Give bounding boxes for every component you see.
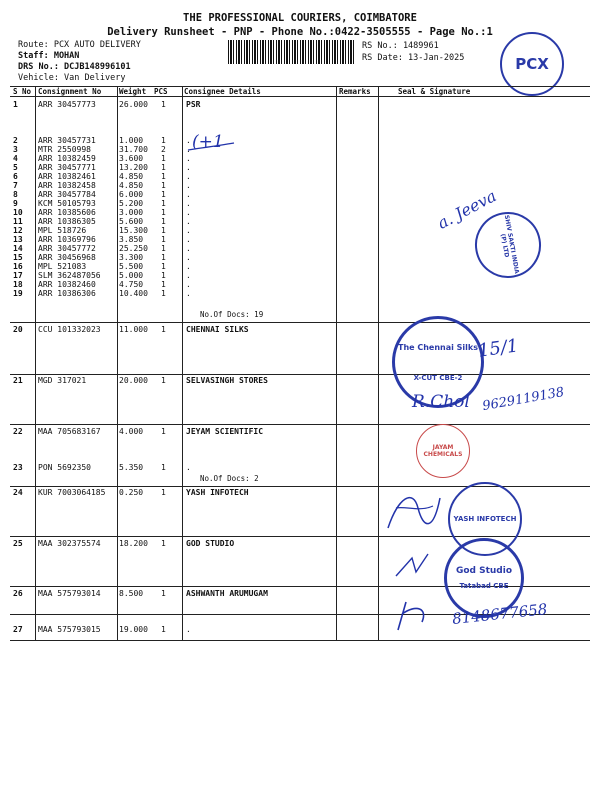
cell-consignee: . <box>186 163 191 172</box>
cell-consignee: JEYAM SCIENTIFIC <box>186 427 264 436</box>
cell-pcs: 1 <box>161 136 166 145</box>
cell-sno: 11 <box>13 217 23 226</box>
cell-pcs: 1 <box>161 217 166 226</box>
cell-weight: 5.500 <box>119 262 144 271</box>
col-header-seal: Seal & Signature <box>398 87 471 96</box>
signature-5 <box>392 548 432 582</box>
signature-3: R.Chol <box>412 392 470 412</box>
cell-weight: 0.250 <box>119 488 144 497</box>
cell-sno: 14 <box>13 244 23 253</box>
cell-pcs: 1 <box>161 289 166 298</box>
cell-sno: 26 <box>13 589 23 598</box>
cell-consignment-no: ARR 30457731 <box>38 136 96 145</box>
cell-consignee: . <box>186 190 191 199</box>
cell-consignee: . <box>186 625 191 634</box>
cell-pcs: 1 <box>161 190 166 199</box>
cell-pcs: 1 <box>161 181 166 190</box>
cell-sno: 5 <box>13 163 18 172</box>
cell-weight: 4.850 <box>119 172 144 181</box>
signature-2: 15/1 <box>476 335 520 362</box>
header-bottom-border <box>10 96 590 97</box>
cell-consignee: GOD STUDIO <box>186 539 235 548</box>
cell-weight: 13.200 <box>119 163 148 172</box>
cell-weight: 3.000 <box>119 208 144 217</box>
cell-consignment-no: MGD 317021 <box>38 376 87 385</box>
cell-consignee: . <box>186 172 191 181</box>
cell-sno: 16 <box>13 262 23 271</box>
cell-pcs: 1 <box>161 463 166 472</box>
cell-consignment-no: MPL 521083 <box>38 262 87 271</box>
cell-consignment-no: ARR 30457784 <box>38 190 96 199</box>
cell-consignee: . <box>186 136 191 145</box>
pen-stroke <box>186 140 236 154</box>
row-divider <box>10 640 590 641</box>
cell-sno: 22 <box>13 427 23 436</box>
route-label: Route: PCX AUTO DELIVERY <box>18 40 141 50</box>
cell-consignment-no: ARR 30457773 <box>38 100 96 109</box>
handwritten-phone: 9629119138 <box>481 384 566 415</box>
cell-pcs: 1 <box>161 163 166 172</box>
seal-stamp-1 <box>470 207 546 283</box>
cell-weight: 20.000 <box>119 376 148 385</box>
cell-consignment-no: ARR 30456968 <box>38 253 96 262</box>
cell-consignee: . <box>186 463 191 472</box>
cell-consignment-no: ARR 10382458 <box>38 181 96 190</box>
cell-pcs: 1 <box>161 539 166 548</box>
cell-consignment-no: KUR 7003064185 <box>38 488 106 497</box>
cell-sno: 12 <box>13 226 23 235</box>
cell-sno: 4 <box>13 154 18 163</box>
signature-1: a. Jeeva <box>434 186 500 233</box>
seal-stamp-5-sub: Tatabad CBE <box>459 582 509 590</box>
col-divider <box>117 86 118 640</box>
cell-consignment-no: ARR 10369796 <box>38 235 96 244</box>
cell-consignee: . <box>186 217 191 226</box>
cell-consignee: ASHWANTH ARUMUGAM <box>186 589 268 598</box>
cell-weight: 4.850 <box>119 181 144 190</box>
cell-pcs: 1 <box>161 271 166 280</box>
col-header-consignee: Consignee Details <box>184 87 261 96</box>
document-title: THE PROFESSIONAL COURIERS, COIMBATORE <box>183 12 417 24</box>
cell-consignee: . <box>186 289 191 298</box>
cell-consignee: . <box>186 181 191 190</box>
handwritten-phone-2: 8148677658 <box>451 600 549 628</box>
cell-pcs: 1 <box>161 488 166 497</box>
cell-pcs: 1 <box>161 427 166 436</box>
cell-pcs: 1 <box>161 208 166 217</box>
cell-weight: 10.400 <box>119 289 148 298</box>
cell-pcs: 1 <box>161 262 166 271</box>
cell-consignee: . <box>186 235 191 244</box>
cell-consignee: . <box>186 226 191 235</box>
cell-pcs: 1 <box>161 376 166 385</box>
handwritten-note: (+1 <box>192 132 224 152</box>
cell-weight: 6.000 <box>119 190 144 199</box>
col-header-pcs: PCS <box>154 87 168 96</box>
drs-label: DRS No.: DCJB148996101 <box>18 62 131 72</box>
signature-6 <box>392 596 442 636</box>
signature-4 <box>378 478 448 538</box>
cell-weight: 4.000 <box>119 427 144 436</box>
seal-stamp-5-text: God Studio <box>455 566 513 576</box>
cell-consignee: PSR <box>186 100 201 109</box>
cell-consignee: . <box>186 262 191 271</box>
cell-consignment-no: ARR 10386306 <box>38 289 96 298</box>
cell-weight: 31.700 <box>119 145 148 154</box>
cell-consignee: . <box>186 208 191 217</box>
cell-weight: 15.300 <box>119 226 148 235</box>
col-header-weight: Weight <box>119 87 147 96</box>
cell-consignee: . <box>186 154 191 163</box>
seal-stamp-4-text: YASH INFOTECH <box>453 515 517 523</box>
cell-sno: 10 <box>13 208 23 217</box>
cell-weight: 5.000 <box>119 271 144 280</box>
cell-consignment-no: SLM 362487056 <box>38 271 101 280</box>
cell-consignment-no: PON 5692350 <box>38 463 91 472</box>
cell-consignee: . <box>186 244 191 253</box>
cell-weight: 3.850 <box>119 235 144 244</box>
cell-sno: 24 <box>13 488 23 497</box>
cell-pcs: 1 <box>161 154 166 163</box>
cell-sno: 17 <box>13 271 23 280</box>
cell-consignment-no: ARR 30457772 <box>38 244 96 253</box>
cell-pcs: 1 <box>161 253 166 262</box>
seal-stamp-3-text: JAYAM CHEMICALS <box>423 444 463 458</box>
cell-consignment-no: KCM 50105793 <box>38 199 96 208</box>
col-divider <box>182 86 183 640</box>
cell-sno: 19 <box>13 289 23 298</box>
cell-sno: 9 <box>13 199 18 208</box>
cell-sno: 21 <box>13 376 23 385</box>
cell-consignment-no: MAA 705683167 <box>38 427 101 436</box>
col-divider <box>35 86 36 640</box>
cell-sno: 8 <box>13 190 18 199</box>
cell-sno: 25 <box>13 539 23 548</box>
col-header-remarks: Remarks <box>339 87 371 96</box>
cell-consignee: . <box>186 271 191 280</box>
cell-sno: 6 <box>13 172 18 181</box>
cell-pcs: 1 <box>161 244 166 253</box>
cell-weight: 25.250 <box>119 244 148 253</box>
cell-consignment-no: ARR 10382460 <box>38 280 96 289</box>
cell-consignment-no: MTR 2550998 <box>38 145 91 154</box>
cell-consignment-no: MAA 575793014 <box>38 589 101 598</box>
rs-date: RS Date: 13-Jan-2025 <box>362 53 465 63</box>
cell-consignee: SELVASINGH STORES <box>186 376 268 385</box>
cell-weight: 5.200 <box>119 199 144 208</box>
cell-weight: 5.600 <box>119 217 144 226</box>
col-divider <box>378 86 379 640</box>
cell-pcs: 2 <box>161 145 166 154</box>
seal-stamp-1-text: SHIV SAKTI INDIA (P) LTD <box>499 214 521 275</box>
staff-label: Staff: MOHAN <box>18 51 80 61</box>
docs-count: No.Of Docs: 19 <box>200 310 264 319</box>
cell-consignment-no: ARR 10382459 <box>38 154 96 163</box>
cell-weight: 3.300 <box>119 253 144 262</box>
cell-pcs: 1 <box>161 325 166 334</box>
cell-pcs: 1 <box>161 625 166 634</box>
rs-number: RS No.: 1489961 <box>362 41 439 51</box>
col-header-consignment: Consignment No <box>38 87 102 96</box>
cell-sno: 2 <box>13 136 18 145</box>
cell-sno: 18 <box>13 280 23 289</box>
cell-consignment-no: ARR 10386305 <box>38 217 96 226</box>
cell-sno: 15 <box>13 253 23 262</box>
seal-stamp-2-text: The Chennai Silks <box>398 342 478 352</box>
cell-sno: 23 <box>13 463 23 472</box>
cell-sno: 1 <box>13 100 18 109</box>
cell-sno: 3 <box>13 145 18 154</box>
cell-pcs: 1 <box>161 172 166 181</box>
cell-consignment-no: CCU 101332023 <box>38 325 101 334</box>
vehicle-label: Vehicle: Van Delivery <box>18 73 126 83</box>
cell-pcs: 1 <box>161 589 166 598</box>
cell-consignee: YASH INFOTECH <box>186 488 249 497</box>
row-divider <box>10 322 590 323</box>
seal-stamp-2-sub: X-CUT CBE-2 <box>413 373 463 382</box>
cell-weight: 18.200 <box>119 539 148 548</box>
cell-sno: 13 <box>13 235 23 244</box>
col-header-sno: S No <box>13 87 32 96</box>
cell-sno: 27 <box>13 625 23 634</box>
cell-consignee: . <box>186 199 191 208</box>
cell-weight: 1.000 <box>119 136 144 145</box>
cell-consignment-no: ARR 30457771 <box>38 163 96 172</box>
row-divider <box>10 374 590 375</box>
cell-weight: 8.500 <box>119 589 144 598</box>
col-divider <box>336 86 337 640</box>
cell-consignee: . <box>186 253 191 262</box>
cell-pcs: 1 <box>161 235 166 244</box>
pcx-logo-text: PCX <box>515 55 549 73</box>
docs-count: No.Of Docs: 2 <box>200 474 259 483</box>
cell-weight: 26.000 <box>119 100 148 109</box>
cell-pcs: 1 <box>161 100 166 109</box>
cell-pcs: 1 <box>161 280 166 289</box>
cell-consignment-no: ARR 10382461 <box>38 172 96 181</box>
cell-sno: 20 <box>13 325 23 334</box>
cell-consignee: . <box>186 145 191 154</box>
cell-weight: 4.750 <box>119 280 144 289</box>
cell-consignment-no: MPL 518726 <box>38 226 87 235</box>
cell-sno: 7 <box>13 181 18 190</box>
row-divider <box>10 424 590 425</box>
cell-weight: 11.000 <box>119 325 148 334</box>
cell-consignee: . <box>186 280 191 289</box>
cell-consignment-no: MAA 302375574 <box>38 539 101 548</box>
cell-consignee: CHENNAI SILKS <box>186 325 249 334</box>
cell-pcs: 1 <box>161 199 166 208</box>
document-subtitle: Delivery Runsheet - PNP - Phone No.:0422-3505555 - Page No.:1 <box>107 26 493 38</box>
cell-weight: 5.350 <box>119 463 144 472</box>
cell-weight: 3.600 <box>119 154 144 163</box>
barcode <box>228 40 356 64</box>
cell-weight: 19.000 <box>119 625 148 634</box>
seal-stamp-3 <box>416 424 470 478</box>
cell-consignment-no: ARR 10385606 <box>38 208 96 217</box>
cell-pcs: 1 <box>161 226 166 235</box>
cell-consignment-no: MAA 575793015 <box>38 625 101 634</box>
